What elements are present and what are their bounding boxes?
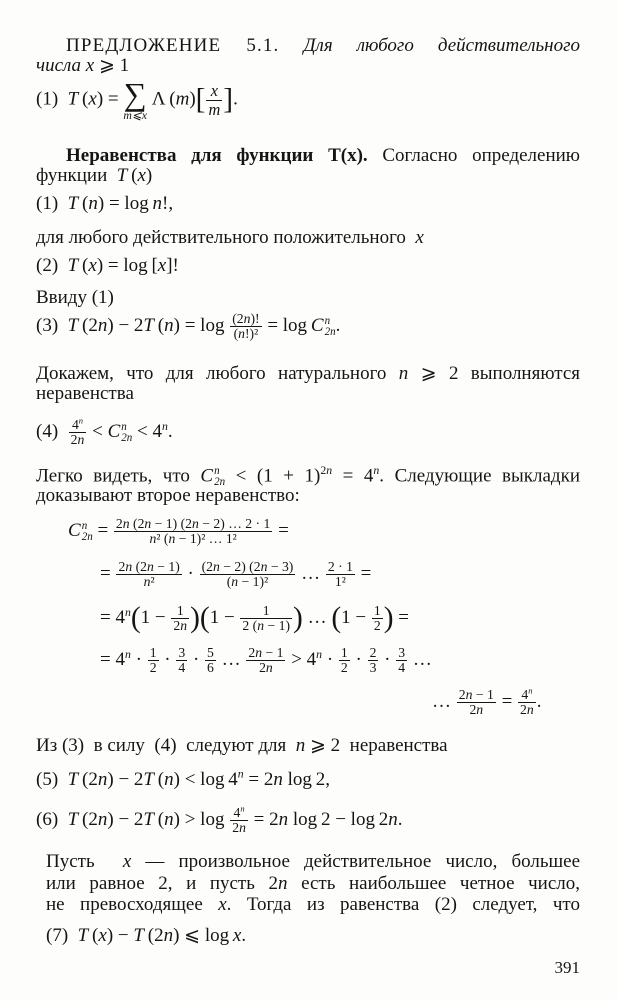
derivation-step-5: … $\frac{2n - 1}{2n}$ = $\frac{4^n}{2n}$ . [432,685,542,718]
claim-line-2: неравенства [36,383,134,404]
formula-1b: (1) T (n) = log n!, [36,193,174,214]
derivation-step-2: = $\frac{2n (2n - 1)}{\text{n²}}$ · $\frac{(2n - 2) (2n - 3)}{\text{(n − 1)²}}$ … $\frac{2 \cdot 1}{\text{1²}}$ = [100,559,372,590]
section-intro: Согласно определению [382,145,580,166]
formula-5: (5) T (2n) − 2T $(n) < \log 4^n = 2n$ log 2, [36,767,330,790]
conclusion-line-1: Из (3) в силу (4) следуют для n ⩾ 2 неравенства [36,735,448,756]
proof-line-1: Легко видеть, что C n 2n < $(1 + 1)^{2n} = 4^n$. Следующие выкладки [36,464,580,489]
formula-7: (7) T (x) − T (2n) ⩽ log x. [46,925,247,946]
claim-line-1: Докажем, что для любого натурального n ⩾ 2 выполняются [36,363,580,384]
formula-4: (4) $\frac{4^n}{2n}$ < C n 2n < $4^n$. [36,415,173,448]
proposition-text: Для любого действительного [303,35,580,56]
section-heading-line [66,146,580,165]
section-line-3: для любого действительного положительного x [36,227,424,248]
final-line-1: Пусть x — произвольное действительное число, большее [46,851,580,872]
section-heading: Неравенства для функции T(x). [66,145,368,166]
section-line-2: функции T (x) [36,165,153,186]
proof-line-2: доказывают второе неравенство: [36,485,300,506]
proposition-line-2: числа x ⩾ 1 [36,55,130,76]
sum-symbol: ∑ m⩽x [123,76,147,123]
formula-3: (3) T (2n) − 2T (n) = log $\frac{(2n)!}{\text{(n!)²}}$ = log C n 2n . [36,311,341,342]
derivation-step-1: C n 2n = $\frac{2n (2n - 1) (2n - 2) \dots 2 \cdot 1}{\text{n² (n − 1)² … 1²}}$ = [68,516,289,547]
section-line-4: Ввиду (1) [36,287,114,308]
final-line-3: не превосходящее x. Тогда из равенства (2) следует, что [46,894,580,915]
formula-2: (2) T (x) = log [x]! [36,255,179,276]
formula-6: (6) T (2n) − 2T (n) > log $\frac{4^n}{2n}$ = 2n log 2 − log 2n. [36,803,403,836]
proposition-head: ПРЕДЛОЖЕНИЕ 5.1. [66,35,280,56]
proposition-line-1 [66,36,580,55]
formula-1: (1) T (x) = ∑ m⩽x Λ (m)[ $\frac{x}{m}$ ]. [36,76,238,123]
page-number: 391 [554,958,580,977]
derivation-step-3: = $4^n(1$ − $\frac{1}{2n}$ )(1 − $\frac{1}{2 (n - 1)}$ ) … (1 − $\frac{1}{2}$ ) = [100,602,409,635]
final-line-2: или равное 2, и пусть 2n есть наибольшее четное число, [46,873,581,894]
derivation-step-4: = $4^n$ · $\frac{1}{2}$ · $\frac{3}{4}$ · $\frac{5}{6}$ … $\frac{2n - 1}{2n}$ > $4^n$ · $\frac{1}{2}$ · $\frac{2}{3}$ · $\frac{3}{4}$ … [100,645,432,676]
